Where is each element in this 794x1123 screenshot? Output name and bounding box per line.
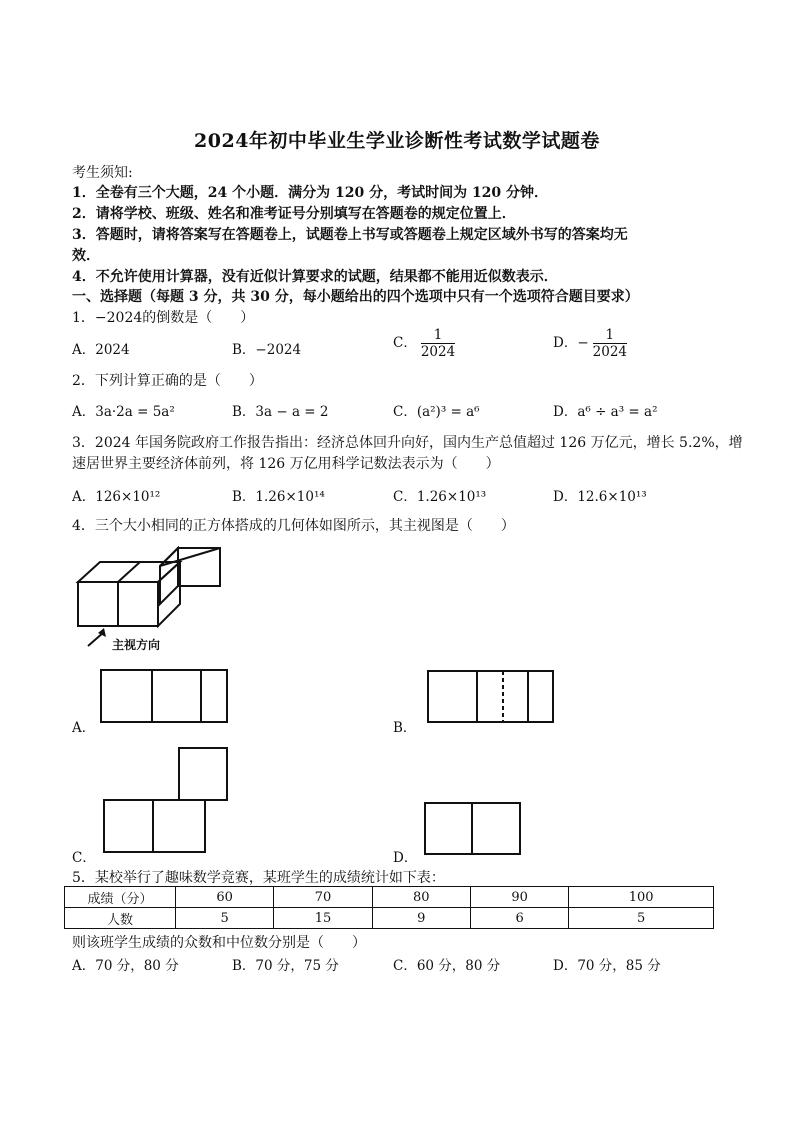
q2-option-b: B．3a − a = 2	[232, 404, 329, 420]
q4-figure-label: 主视方向	[112, 638, 161, 652]
q1-stem: 1．−2024的倒数是（ ）	[72, 310, 255, 326]
q2-option-d: D．a⁶ ÷ a³ = a²	[553, 404, 658, 420]
notice-item-1: 1．全卷有三个大题，24 个小题．满分为 120 分，考试时间为 120 分钟．	[72, 185, 549, 201]
q2-stem: 2．下列计算正确的是（ ）	[72, 373, 263, 389]
q3-option-a: A．126×10¹²	[72, 489, 161, 505]
q5-score-table	[64, 886, 714, 929]
table-cell: 5	[569, 908, 714, 929]
q4-option-c-label: C．	[72, 850, 96, 866]
table-cell: 90	[470, 887, 568, 908]
q3-stem-line1: 3．2024 年国务院政府工作报告指出：经济总体回升向好，国内生产总值超过 126 万亿元，增长 5.2%，增	[72, 435, 743, 451]
option-c-bottom-rect	[104, 800, 205, 852]
cube-top-divider	[118, 562, 140, 582]
table-cell: 人数	[65, 908, 176, 929]
q1-option-d-fraction	[593, 327, 627, 360]
option-b-outline	[428, 671, 553, 722]
q4-option-d-figure	[424, 802, 522, 856]
q3-option-b: B．1.26×10¹⁴	[232, 489, 325, 505]
q3-stem-line2: 速居世界主要经济体前列，将 126 万亿用科学记数法表示为（ ）	[72, 456, 500, 472]
q1-option-d-label: D．−	[553, 335, 589, 351]
q4-option-b-label: B．	[393, 720, 417, 736]
notice-item-2: 2．请将学校、班级、姓名和准考证号分别填写在答题卷的规定位置上．	[72, 206, 516, 222]
q4-option-b-figure	[427, 670, 555, 724]
notice-heading: 考生须知:	[72, 165, 133, 181]
table-cell: 60	[176, 887, 274, 908]
q1-option-c-fraction	[421, 327, 455, 360]
table-cell: 5	[176, 908, 274, 929]
cube-top-right-roof	[160, 548, 220, 566]
section-heading-choice: 一、选择题（每题 3 分，共 30 分，每小题给出的四个选项中只有一个选项符合题目要求）	[72, 289, 639, 305]
table-cell: 100	[569, 887, 714, 908]
q1-c-numerator: 1	[421, 327, 455, 344]
q5-option-c: C．60 分，80 分	[393, 958, 501, 974]
q5-question: 则该班学生成绩的众数和中位数分别是（ ）	[72, 935, 366, 951]
q4-option-a-label: A．	[72, 720, 96, 736]
q2-option-a: A．3a·2a = 5a²	[72, 404, 175, 420]
q1-d-denominator: 2024	[592, 344, 627, 360]
notice-item-4: 4．不允许使用计算器，没有近似计算要求的试题，结果都不能用近似数表示．	[72, 269, 558, 285]
q4-option-c-figure	[103, 747, 229, 854]
q1-option-d	[553, 327, 627, 360]
q3-option-c: C．1.26×10¹³	[393, 489, 487, 505]
table-row	[65, 887, 714, 908]
page-title: 2024年初中毕业生学业诊断性考试数学试题卷	[194, 130, 600, 152]
q1-option-b: B．−2024	[232, 342, 302, 358]
q5-option-a: A．70 分，80 分	[72, 958, 179, 974]
q4-option-a-figure	[100, 669, 230, 724]
notice-item-3: 3．答题时，请将答案写在答题卷上，试题卷上书写或答题卷上规定区域外书写的答案均无	[72, 227, 628, 243]
option-a-outline	[101, 670, 227, 722]
q1-option-c	[393, 327, 455, 360]
q5-option-b: B．70 分，75 分	[232, 958, 339, 974]
q4-cubes	[78, 548, 220, 626]
q1-option-a: A．2024	[72, 342, 130, 358]
table-cell: 80	[372, 887, 470, 908]
q1-c-denominator: 2024	[420, 344, 456, 360]
q4-stem: 4．三个大小相同的正方体搭成的几何体如图所示，其主视图是（ ）	[72, 518, 515, 534]
q1-option-c-label: C．	[393, 335, 417, 351]
table-cell: 成绩（分）	[65, 887, 176, 908]
table-cell: 15	[274, 908, 372, 929]
option-c-top-square	[179, 748, 227, 800]
q4-option-d-label: D．	[393, 850, 418, 866]
table-cell: 9	[372, 908, 470, 929]
q2-option-c: C．(a²)³ = a⁶	[393, 404, 480, 420]
q3-option-d: D．12.6×10¹³	[553, 489, 647, 505]
table-cell: 6	[470, 908, 568, 929]
q5-option-d: D．70 分，85 分	[553, 958, 661, 974]
table-cell: 70	[274, 887, 372, 908]
notice-item-3-cont: 效．	[72, 248, 100, 264]
q5-stem: 5．某校举行了趣味数学竞赛，某班学生的成绩统计如下表：	[72, 870, 445, 886]
table-row	[65, 908, 714, 929]
q1-d-numerator: 1	[593, 327, 627, 344]
